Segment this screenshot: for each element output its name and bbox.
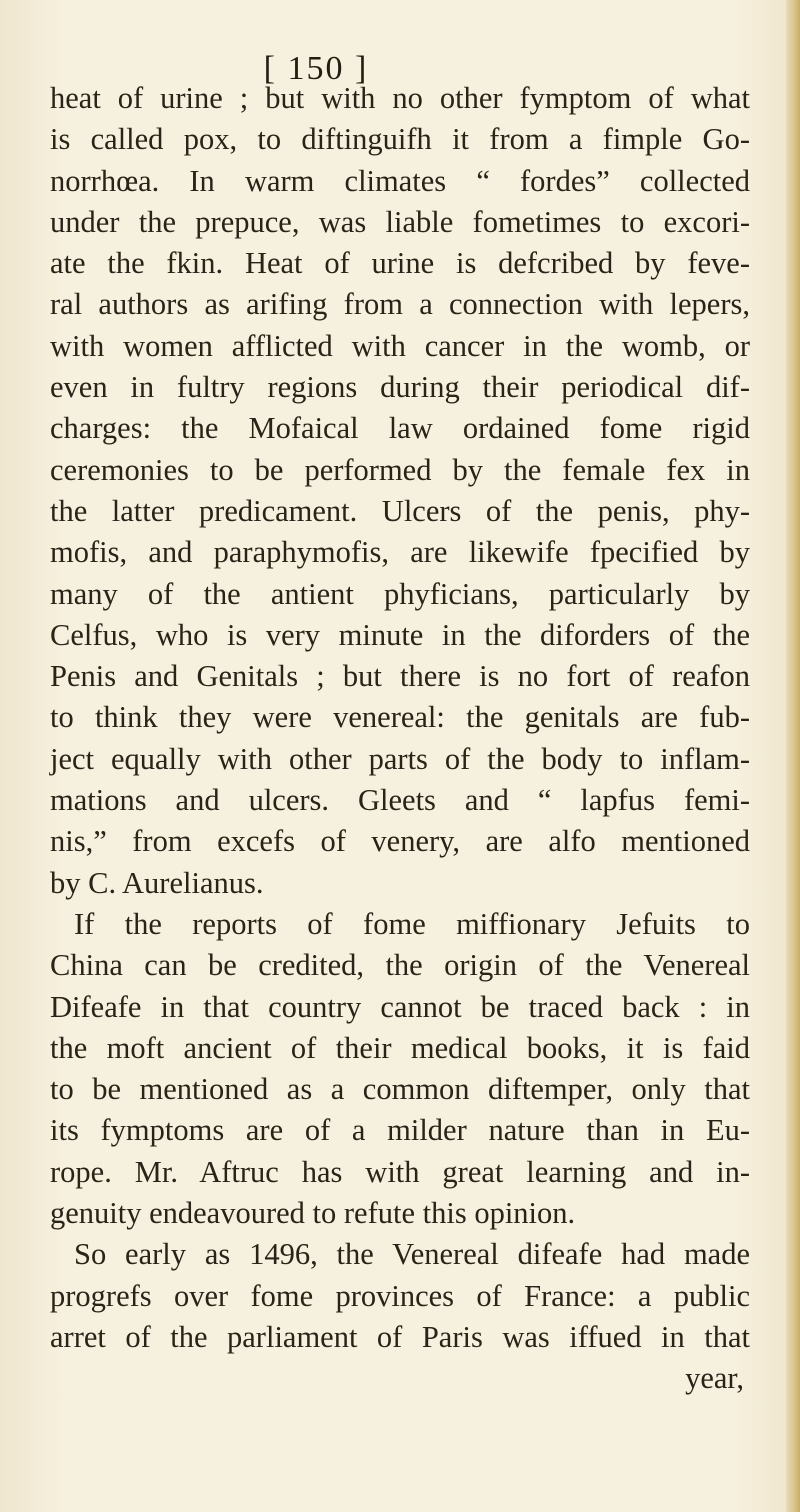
text-line: the latter predicament. Ulcers of the penis, phy- bbox=[50, 493, 750, 528]
text-line: many of the antient phyficians, particularly by bbox=[50, 576, 750, 611]
text-line: is called pox, to diftinguifh it from a fimple Go- bbox=[50, 122, 750, 157]
text-line: ral authors as arifing from a connection with lepers, bbox=[50, 287, 750, 322]
text-line: arret of the parliament of Paris was iffued in that bbox=[50, 1319, 750, 1354]
text-line: charges: the Mofaical law ordained fome rigid bbox=[50, 411, 750, 446]
text-line: mofis, and paraphymofis, are likewife fpecified by bbox=[50, 535, 750, 570]
text-line: ate the fkin. Heat of urine is defcribed by feve- bbox=[50, 246, 750, 281]
text-line: China can be credited, the origin of the Venereal bbox=[50, 948, 750, 983]
text-line: heat of urine ; but with no other fymptom of what bbox=[50, 81, 750, 115]
text-line: rope. Mr. Aftruc has with great learning and in- bbox=[50, 1154, 750, 1189]
text-line: Celfus, who is very minute in the diforders of the bbox=[50, 617, 750, 652]
text-line: nis,” from excefs of venery, are alfo mentioned bbox=[50, 824, 750, 859]
text-line: ceremonies to be performed by the female fex in bbox=[50, 452, 750, 487]
page-number: [ 150 ] bbox=[263, 50, 369, 87]
text-line: to think they were venereal: the genitals are fub- bbox=[50, 700, 750, 735]
text-line: to be mentioned as a common diftemper, only that bbox=[50, 1072, 750, 1107]
text-line: genuity endeavoured to refute this opinion. bbox=[50, 1196, 576, 1231]
text-line: Penis and Genitals ; but there is no fort of reafon bbox=[50, 659, 750, 694]
text-line: progrefs over fome provinces of France: a public bbox=[50, 1278, 750, 1313]
text-line: norrhœa. In warm climates “ fordes” collected bbox=[50, 163, 750, 198]
text-line: ject equally with other parts of the body to inflam- bbox=[50, 741, 750, 776]
text-line: mations and ulcers. Gleets and “ lapfus femi- bbox=[50, 783, 750, 818]
text-line: under the prepuce, was liable fometimes to excori- bbox=[50, 204, 750, 239]
text-line: with women afflicted with cancer in the womb, or bbox=[50, 328, 750, 363]
text-line: the moft ancient of their medical books, it is faid bbox=[50, 1030, 750, 1065]
catchword: year, bbox=[685, 1361, 744, 1396]
text-line: its fymptoms are of a milder nature than in Eu- bbox=[50, 1113, 750, 1148]
text-line: If the reports of fome miffionary Jefuits to bbox=[74, 906, 750, 941]
body-text bbox=[50, 78, 750, 1400]
text-line: Difeafe in that country cannot be traced back : in bbox=[50, 989, 750, 1024]
page-edge-shadow bbox=[786, 0, 800, 1512]
text-line: by C. Aurelianus. bbox=[50, 865, 264, 900]
text-line: So early as 1496, the Venereal difeafe had made bbox=[74, 1237, 750, 1272]
text-line: even in fultry regions during their periodical dif- bbox=[50, 370, 750, 405]
